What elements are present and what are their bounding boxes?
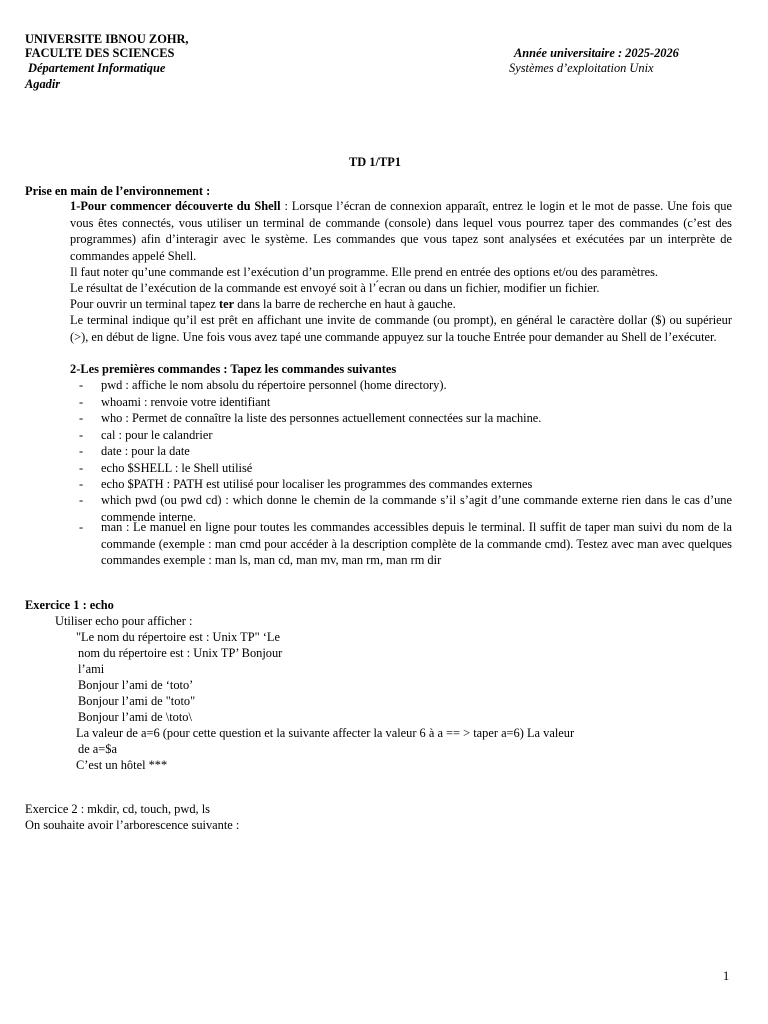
subsection-2-title: 2-Les premières commandes : Tapez les commandes suivantes — [70, 362, 397, 376]
list-bullet: - — [79, 520, 84, 534]
list-item: man : Le manuel en ligne pour toutes les commandes accessibles depuis le terminal. Il suffit de taper man suivi du nom de la commande (exemple : man cmd pour accéder à la description complète de la commande cmd). Testez avec man avec quelques commandes exemple : man ls, man cd, man mv, man rm, man rm dir — [101, 520, 732, 568]
echo-line: l’ami — [78, 662, 105, 676]
list-item: date : pour la date — [101, 444, 190, 458]
shell-intro-text — [70, 198, 732, 264]
list-bullet: - — [79, 477, 84, 491]
open-terminal-keyword: ter — [219, 297, 235, 311]
list-bullet: - — [79, 444, 84, 458]
exercise-1-title: Exercice 1 : echo — [25, 598, 114, 612]
list-bullet: - — [79, 428, 84, 442]
list-item: which pwd (ou pwd cd) : which donne le chemin de la commande s’il s’agit d’une commande externe rien dans le cas d’une commende interne. — [101, 493, 732, 524]
academic-year: Année universitaire : 2025-2026 — [514, 46, 679, 60]
echo-line: "Le nom du répertoire est : Unix TP" ‘Le — [76, 630, 280, 644]
list-item: echo $PATH : PATH est utilisé pour localiser les programmes des commandes externes — [101, 477, 533, 491]
open-terminal-note — [70, 296, 456, 313]
exercise-2-intro: On souhaite avoir l’arborescence suivante : — [25, 818, 240, 832]
list-item: echo $SHELL : le Shell utilisé — [101, 461, 253, 475]
list-bullet: - — [79, 493, 84, 507]
city-name: Agadir — [25, 77, 61, 91]
echo-line: Bonjour l’ami de "toto" — [78, 694, 196, 708]
list-bullet: - — [79, 461, 84, 475]
open-terminal-pre: Pour ouvrir un terminal tapez — [70, 297, 219, 311]
echo-line: Bonjour l’ami de \toto\ — [78, 710, 192, 724]
command-program-note: Il faut noter qu’une commande est l’exécution d’un programme. Elle prend en entrée des options et/ou des paramètres. — [70, 265, 659, 279]
list-item: cal : pour le calandrier — [101, 428, 213, 442]
shell-intro-paragraph — [70, 198, 732, 264]
department-name: Département Informatique — [28, 61, 166, 75]
list-bullet: - — [79, 411, 84, 425]
echo-line: La valeur de a=6 (pour cette question et la suivante affecter la valeur 6 à a == > taper a=6) La valeur — [76, 726, 575, 740]
subsection-1-text: : Lorsque l’écran de connexion apparaît, entrez le login et le mot de passe. Une fois que vous êtes connectés, vous utiliser un terminal de commande (console) dans lequel vous pourrez taper des commandes (c’est des programmes) afin d’interagir avec le système. Les commandes que vous tapez sont analysées et exécutées par un interprète de commandes appelé Shell. — [70, 199, 732, 263]
faculty-name: FACULTE DES SCIENCES — [25, 46, 175, 60]
list-bullet: - — [79, 395, 84, 409]
echo-line: C’est un hôtel *** — [76, 758, 168, 772]
list-item: pwd : affiche le nom absolu du répertoire personnel (home directory). — [101, 378, 447, 392]
echo-line: nom du répertoire est : Unix TP’ Bonjour — [78, 646, 283, 660]
page-title: TD 1/TP1 — [349, 155, 401, 169]
open-terminal-post: dans la barre de recherche en haut à gauche. — [234, 297, 456, 311]
subsection-1-title: 1-Pour commencer découverte du Shell — [70, 199, 281, 213]
course-name: Systèmes d’exploitation Unix — [509, 61, 654, 75]
echo-line: Bonjour l’ami de ‘toto’ — [78, 678, 194, 692]
exercise-2-title: Exercice 2 : mkdir, cd, touch, pwd, ls — [25, 802, 210, 816]
echo-line: de a=$a — [78, 742, 117, 756]
list-item: who : Permet de connaître la liste des personnes actuellement connectées sur la machine. — [101, 411, 542, 425]
list-item: whoami : renvoie votre identifiant — [101, 395, 271, 409]
university-name: UNIVERSITE IBNOU ZOHR, — [25, 32, 189, 46]
section-heading: Prise en main de l’environnement : — [25, 184, 211, 198]
prompt-paragraph: Le terminal indique qu’il est prêt en affichant une invite de commande (ou prompt), en général le caractère dollar ($) ou supérieur (>), en début de ligne. Une fois vous avez tapé une commande appuyez sur la touche Entrée pour demander au Shell de l’exécuter. — [70, 313, 732, 344]
command-result-note: Le résultat de l’exécution de la commande est envoyé soit à l’ ́ecran ou dans un fichier, modifier un fichier. — [70, 281, 600, 295]
list-bullet: - — [79, 378, 84, 392]
page-number: 1 — [723, 969, 730, 983]
exercise-1-intro: Utiliser echo pour afficher : — [55, 614, 193, 628]
